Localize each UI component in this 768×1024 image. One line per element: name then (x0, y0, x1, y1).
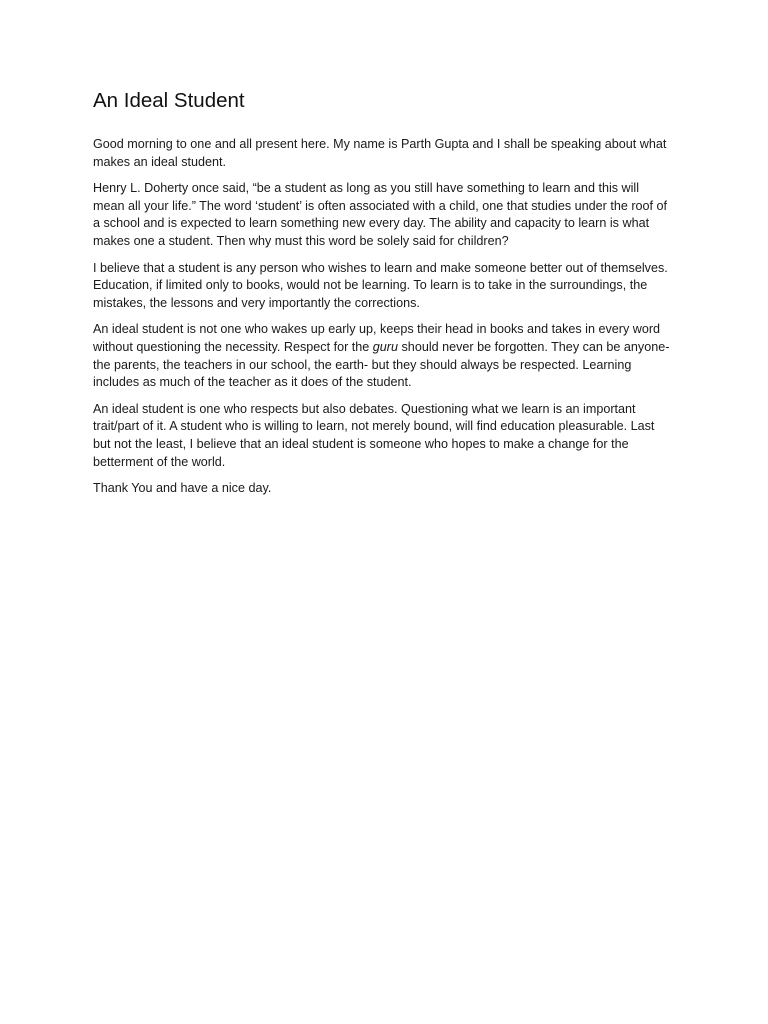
paragraph-closing: Thank You and have a nice day. (93, 481, 272, 496)
paragraph-respect-part-2: should never be forgotten. They can be anyone- the parents, the teachers in our school, the earth- but they should always be respected. Learning includes as much of the teacher as it does of the student. (93, 339, 670, 390)
paragraph-debate: An ideal student is one who respects but also debates. Questioning what we learn is an important trait/part of it. A student who is willing to learn, not merely bound, will find education pleasurable. Last but not the least, I believe that an ideal student is someone who hopes to make a change for the betterment of the world. (93, 401, 655, 469)
paragraph-respect-part-1: An ideal student is not one who wakes up early up, keeps their head in books and takes in every word without questioning the necessity. Respect for the (93, 322, 661, 354)
document-title: An Ideal Student (93, 89, 245, 112)
paragraph-greeting: Good morning to one and all present here. My name is Parth Gupta and I shall be speaking about what makes an ideal student. (93, 137, 667, 169)
paragraph-definition: I believe that a student is any person who wishes to learn and make someone better out of themselves. Education, if limited only to books, would not be learning. To learn is to take in the surroundings, the mistakes, the lessons and very importantly the corrections. (93, 260, 668, 310)
paragraph-doherty-quote: Henry L. Doherty once said, “be a student as long as you still have something to learn and this will mean all your life.” The word ‘student’ is often associated with a child, one that studies under the roof of a school and is expected to learn something new every day. The ability and capacity to learn is what makes one a student. Then why must this word be solely said for children? (93, 181, 668, 248)
document-body (93, 88, 673, 507)
italic-word-guru: guru (372, 339, 399, 354)
paragraph-respect (93, 321, 673, 391)
